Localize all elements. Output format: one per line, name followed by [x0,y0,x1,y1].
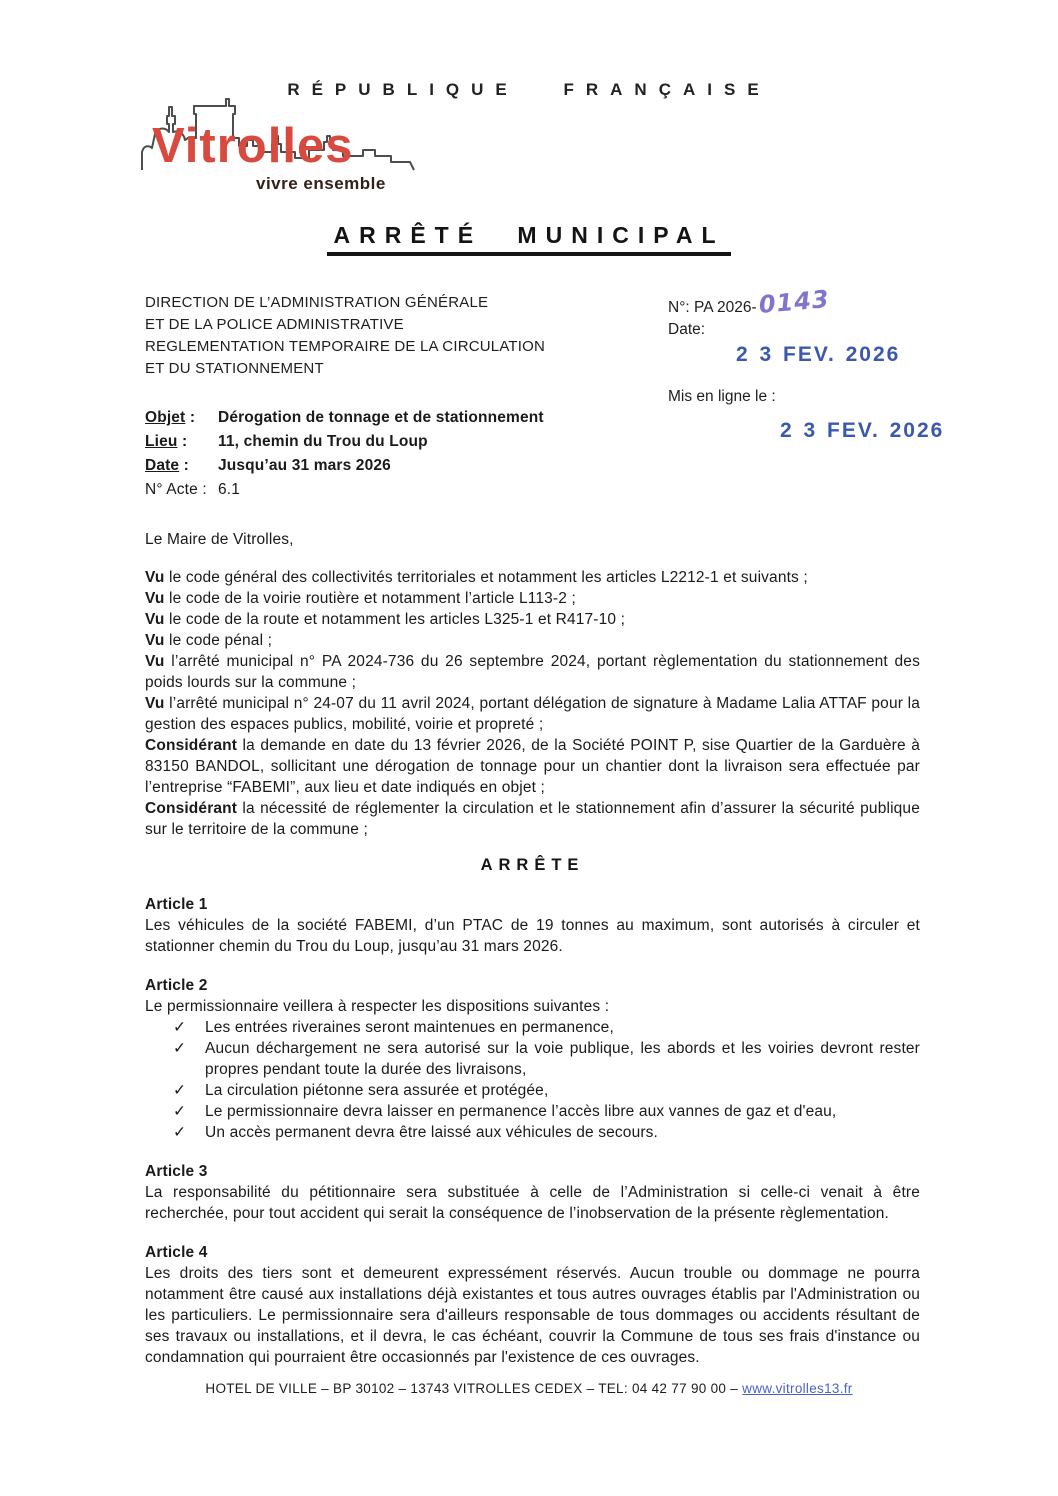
direction-line: ET DU STATIONNEMENT [145,360,324,377]
recital: Vu le code pénal ; [145,632,273,649]
direction-line: DIRECTION DE L’ADMINISTRATION GÉNÉRALE [145,294,489,311]
subject-lieu-row [145,430,920,454]
document-body [145,406,920,1368]
acte-value: 6.1 [218,481,240,498]
title-row [0,222,1058,256]
article-2-heading: Article 2 [145,977,208,994]
article-4 [145,1242,920,1368]
recital: Vu le code général des collectivités territoriales et notamment les articles L2212-1 et suivants ; [145,569,808,586]
article-3-text: La responsabilité du pétitionnaire sera substituée à celle de l’Administration si celle-ci venait à être recherchée, pour tout accident qui serait la conséquence de l’inobservation de la présente règlementation. [145,1184,920,1222]
date-stamp: 2 3 FEV. 2026 [736,343,901,366]
subject-date-row [145,454,920,478]
document-title: ARRÊTÉ MUNICIPAL [327,222,730,256]
checklist-item: ✓ Le permissionnaire devra laisser en permanence l’accès libre aux vannes de gaz et d'eau, [173,1103,837,1120]
article-3-heading: Article 3 [145,1163,208,1180]
checklist-item: ✓ Aucun déchargement ne sera autorisé sur la voie publique, les abords et les voiries devront rester propres pendant toute la durée des livraisons, [173,1040,920,1078]
checkmark-icon: ✓ [173,1103,187,1120]
acte-label: N° Acte : [145,481,207,498]
article-2-checklist [145,1017,920,1143]
article-1-text: Les véhicules de la société FABEMI, d’un PTAC de 19 tonnes au maximum, sont autorisés à circuler et stationner chemin du Trou du Loup, jusqu’au 31 mars 2026. [145,917,920,955]
recitals [145,567,920,840]
recital: Vu le code de la route et notamment les articles L325-1 et R417-10 ; [145,611,626,628]
decree-heading: ARRÊTE [480,856,585,874]
subject-block [145,406,920,502]
numero-label: N°: PA 2026- [668,299,757,316]
objet-label: Objet : [145,409,196,426]
date-label: Date: [668,321,706,338]
article-1 [145,894,920,957]
subject-acte-row [145,478,920,502]
date-range-label: Date : [145,457,189,474]
recital: Vu le code de la voirie routière et notamment l’article L113-2 ; [145,590,576,607]
logo-wordmark: Vitrolles [152,119,354,173]
salutation: Le Maire de Vitrolles, [145,531,294,548]
recital: Vu l’arrêté municipal n° PA 2024-736 du 26 septembre 2024, portant règlementation du stationnement des poids lourds sur la commune ; [145,653,920,691]
footer [0,1381,1058,1396]
checklist-item: ✓ Un accès permanent devra être laissé aux véhicules de secours. [173,1124,659,1141]
online-label: Mis en ligne le : [668,388,776,405]
date-range-value: Jusqu’au 31 mars 2026 [218,457,391,474]
city-logo [138,94,448,206]
article-1-heading: Article 1 [145,896,208,913]
numero-value-handwritten: 0143 [757,284,831,320]
article-2 [145,975,920,1143]
recital: Considérant la demande en date du 13 février 2026, de la Société POINT P, sise Quartier de la Garduère à 83150 BANDOL, sollicitant une dérogation de tonnage pour un chantier dont la livraison sera effectuée par l’entreprise “FABEMI”, aux lieu et date indiqués en objet ; [145,737,920,796]
lieu-label: Lieu : [145,433,188,450]
numero-line [668,284,938,320]
article-4-text: Les droits des tiers sont et demeurent expressément réservés. Aucun trouble ou dommage ne pourra notamment être causé aux installations déjà existantes et tous autres ouvrages établis par l'Administration ou les particuliers. Le permissionnaire sera d'ailleurs responsable de tous dommages ou accidents résultant de ses travaux ou installations, et il devra, le cas échéant, couvrir la Commune de tous ses frais d'instance ou condamnation qui pourraient être occasionnés par l'existence de ces ouvrages. [145,1265,920,1366]
republic-heading: RÉPUBLIQUE FRANÇAISE [287,80,771,99]
recital: Considérant la nécessité de réglementer la circulation et le stationnement afin d’assurer la sécurité publique sur le territoire de la commune ; [145,800,920,838]
footer-link[interactable]: www.vitrolles13.fr [742,1381,853,1396]
direction-block [145,292,645,380]
objet-value: Dérogation de tonnage et de stationnement [218,409,544,426]
online-stamp: 2 3 FEV. 2026 [780,419,945,442]
lieu-value: 11, chemin du Trou du Loup [218,433,428,450]
direction-line: ET DE LA POLICE ADMINISTRATIVE [145,316,404,333]
checkmark-icon: ✓ [173,1124,187,1141]
checklist-item: ✓ La circulation piétonne sera assurée et protégée, [173,1082,549,1099]
direction-line: REGLEMENTATION TEMPORAIRE DE LA CIRCULATION [145,338,546,355]
footer-text: HOTEL DE VILLE – BP 30102 – 13743 VITROLLES CEDEX – TEL: 04 42 77 90 00 – [205,1381,739,1396]
article-2-text: Le permissionnaire veillera à respecter les dispositions suivantes : [145,998,610,1015]
article-3 [145,1161,920,1224]
checkmark-icon: ✓ [173,1040,187,1057]
checklist-item: ✓ Les entrées riveraines seront maintenues en permanence, [173,1019,614,1036]
logo-tagline: vivre ensemble [256,174,386,193]
recital: Vu l’arrêté municipal n° 24-07 du 11 avril 2024, portant délégation de signature à Madame Lalia ATTAF pour la gestion des espaces publics, mobilité, voirie et propreté ; [145,695,920,733]
checkmark-icon: ✓ [173,1019,187,1036]
subject-objet-row [145,406,920,430]
article-4-heading: Article 4 [145,1244,208,1261]
checkmark-icon: ✓ [173,1082,187,1099]
